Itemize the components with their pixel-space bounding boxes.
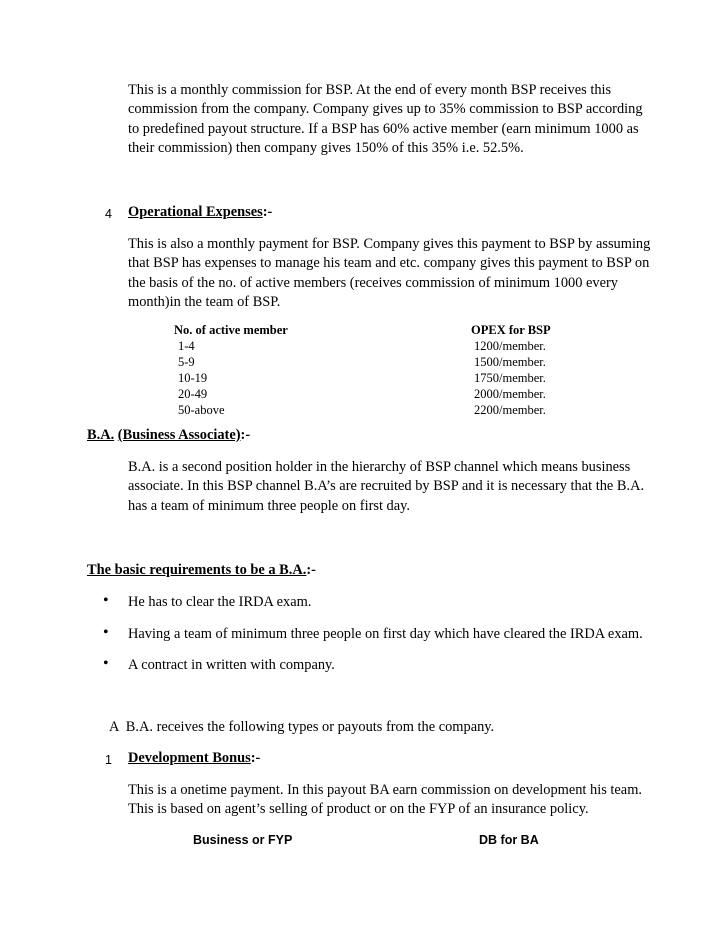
bullet-icon: •	[103, 655, 109, 672]
table-cell: 2200/member.	[474, 402, 546, 417]
section-heading-opex	[128, 204, 272, 221]
section-number: 1	[105, 753, 112, 767]
section-title: Operational Expenses	[128, 204, 263, 220]
table-header-left: Business or FYP	[193, 833, 293, 847]
table-cell: 10-19	[178, 370, 208, 385]
section-number: 4	[105, 207, 112, 221]
section-abbr: B.A.	[87, 427, 115, 443]
section-heading-requirements	[87, 562, 316, 579]
list-item: He has to clear the IRDA exam.	[128, 594, 312, 610]
table-cell: 1750/member.	[474, 370, 546, 385]
section-suffix: :-	[306, 562, 316, 578]
section-title: Development Bonus	[128, 750, 251, 766]
development-paragraph: This is a onetime payment. In this payout BA earn commission on development his team. This is based on agent’s selling of product or on the FYP of an insurance policy.	[128, 782, 642, 818]
table-column-opex	[474, 339, 546, 419]
payouts-intro: A B.A. receives the following types or payouts from the company.	[109, 719, 495, 735]
section-heading-development	[128, 750, 260, 767]
bullet-icon: •	[103, 624, 109, 641]
list-item: A contract in written with company.	[128, 657, 335, 673]
table-cell: 1200/member.	[474, 339, 546, 353]
section-title: The basic requirements to be a B.A.	[87, 562, 307, 578]
table-cell: 1500/member.	[474, 354, 546, 369]
table-cell: 50-above	[178, 402, 225, 417]
section-suffix: :-	[250, 750, 261, 766]
table-cell: 20-49	[178, 386, 208, 401]
table-cell: 5-9	[178, 354, 195, 369]
section-heading-ba	[87, 427, 250, 444]
table-header-left: No. of active member	[174, 323, 288, 337]
table-cell: 1-4	[178, 339, 195, 353]
intro-paragraph: This is a monthly commission for BSP. At the end of every month BSP receives this commission from the company. Company gives up to 35% commission to BSP according to predefined payout structure. If a BSP has 60% active member (earn minimum 1000 as their commission) then company gives 150% of this 35% i.e. 52.5%.	[128, 82, 643, 157]
table-header-right: DB for BA	[479, 833, 539, 847]
section-suffix: :-	[262, 204, 273, 220]
section-title: (Business Associate)	[117, 427, 241, 443]
ba-paragraph: B.A. is a second position holder in the hierarchy of BSP channel which means business associate. In this BSP channel B.A’s are recruited by BSP and it is necessary that the B.A. has a team of minimum three people on first day.	[128, 459, 645, 514]
table-header-right: OPEX for BSP	[471, 323, 551, 337]
section-suffix: :-	[240, 427, 251, 443]
table-cell: 2000/member.	[474, 386, 546, 401]
opex-paragraph: This is also a monthly payment for BSP. Company gives this payment to BSP by assuming that BSP has expenses to manage his team and etc. company gives this payment to BSP on the basis of the no. of active members (receives commission of minimum 1000 every month)in the team of BSP.	[128, 236, 651, 311]
list-item: Having a team of minimum three people on first day which have cleared the IRDA exam.	[128, 626, 643, 642]
table-column-members	[178, 339, 225, 419]
bullet-icon: •	[103, 592, 109, 609]
